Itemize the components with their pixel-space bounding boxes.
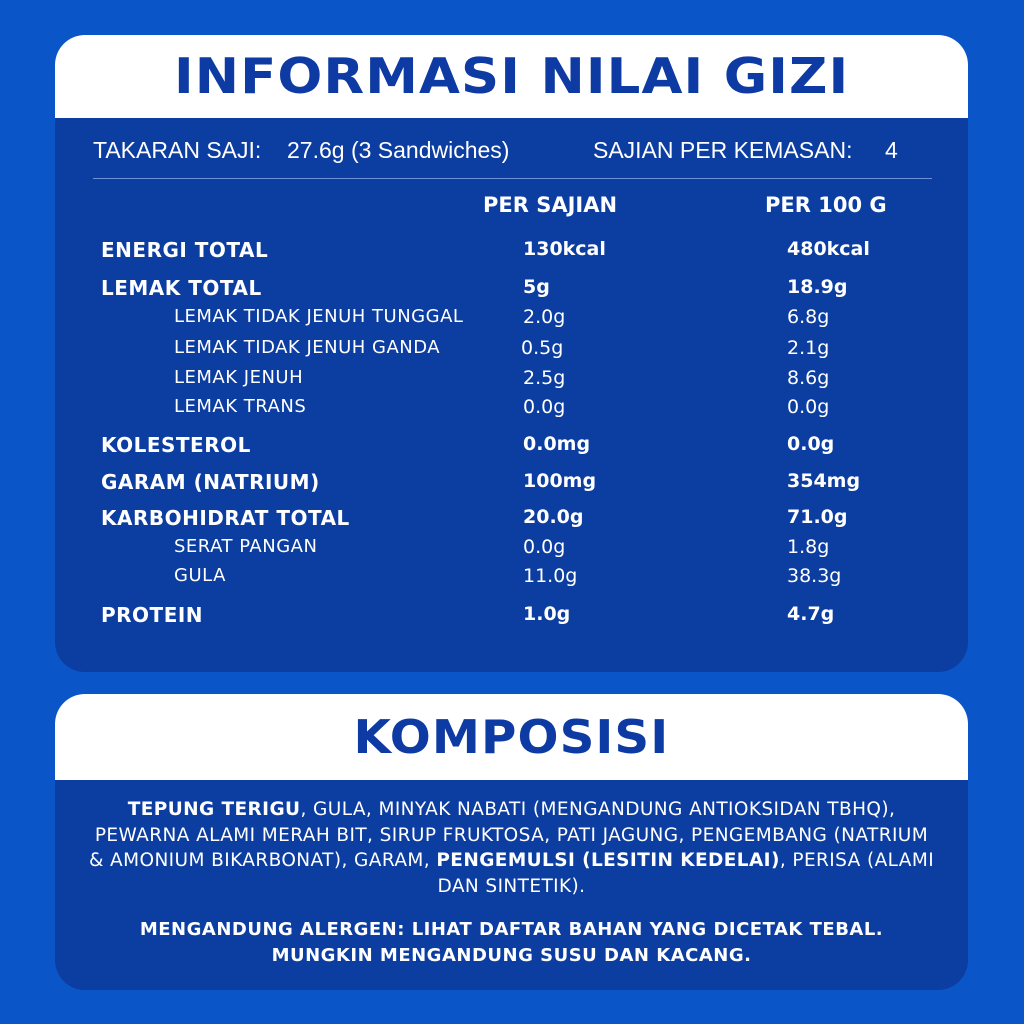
per-100g-value: 71.0g bbox=[787, 506, 848, 528]
per-serving-value: 130kcal bbox=[523, 238, 606, 260]
nutrient-label: ENERGI TOTAL bbox=[101, 238, 269, 262]
nutrient-row bbox=[55, 306, 968, 334]
per-100g-value: 18.9g bbox=[787, 276, 848, 298]
per-100g-value: 2.1g bbox=[787, 337, 830, 359]
nutrient-label: KOLESTEROL bbox=[101, 433, 251, 457]
nutrient-row bbox=[55, 276, 968, 304]
allergen-warning bbox=[85, 917, 938, 969]
column-header-per-serving: PER SAJIAN bbox=[483, 193, 618, 217]
per-serving-value: 0.0g bbox=[523, 396, 566, 418]
nutrient-row bbox=[55, 337, 968, 365]
per-serving-value: 100mg bbox=[523, 470, 597, 492]
allergen-line: MUNGKIN MENGANDUNG SUSU DAN KACANG. bbox=[271, 945, 752, 966]
per-serving-value: 2.0g bbox=[523, 306, 566, 328]
nutrient-row bbox=[55, 396, 968, 424]
allergen-line: MENGANDUNG ALERGEN: LIHAT DAFTAR BAHAN YANG DICETAK TEBAL. bbox=[139, 919, 884, 940]
per-serving-value: 0.0mg bbox=[523, 433, 591, 455]
per-serving-value: 2.5g bbox=[523, 367, 566, 389]
servings-per-pack-value: 4 bbox=[885, 137, 898, 163]
per-100g-value: 4.7g bbox=[787, 603, 835, 625]
per-100g-value: 38.3g bbox=[787, 565, 842, 587]
per-100g-value: 1.8g bbox=[787, 536, 830, 558]
ingredient-text: , PERISA (ALAMI DAN SINTETIK). bbox=[437, 850, 935, 897]
per-serving-value: 5g bbox=[523, 276, 550, 298]
nutrient-row bbox=[55, 536, 968, 564]
per-100g-value: 8.6g bbox=[787, 367, 830, 389]
composition-header bbox=[55, 694, 968, 780]
serving-size-label: TAKARAN SAJI: bbox=[93, 137, 262, 163]
nutrient-label: GARAM (NATRIUM) bbox=[101, 470, 320, 494]
divider bbox=[93, 178, 932, 179]
per-100g-value: 354mg bbox=[787, 470, 861, 492]
per-100g-value: 0.0g bbox=[787, 433, 835, 455]
nutrient-row bbox=[55, 433, 968, 461]
nutrition-title: INFORMASI NILAI GIZI bbox=[173, 48, 850, 105]
nutrient-row bbox=[55, 470, 968, 498]
nutrient-row bbox=[55, 238, 968, 266]
servings-per-pack-label: SAJIAN PER KEMASAN: bbox=[593, 137, 853, 163]
per-serving-value: 0.5g bbox=[521, 337, 564, 359]
ingredient-text: , GULA, MINYAK NABATI (MENGANDUNG ANTIOKSIDAN TBHQ), PEWARNA ALAMI MERAH BIT, SIRUP FRUKTOSA, PATI JAGUNG, PENGEMBANG (NATRIUM & AMONIUM BIKARBONAT), GARAM, bbox=[88, 799, 929, 871]
nutrient-label: LEMAK TRANS bbox=[174, 396, 307, 417]
per-100g-value: 0.0g bbox=[787, 396, 830, 418]
per-serving-value: 0.0g bbox=[523, 536, 566, 558]
nutrition-header bbox=[55, 35, 968, 118]
nutrient-label: PROTEIN bbox=[101, 603, 204, 627]
per-serving-value: 11.0g bbox=[523, 565, 578, 587]
nutrient-label: GULA bbox=[174, 565, 226, 586]
composition-title: KOMPOSISI bbox=[353, 710, 670, 764]
ingredient-bold: TEPUNG TERIGU bbox=[127, 799, 301, 820]
nutrient-row bbox=[55, 506, 968, 534]
serving-size-value: 27.6g (3 Sandwiches) bbox=[287, 137, 510, 163]
nutrient-label: SERAT PANGAN bbox=[174, 536, 318, 557]
nutrient-row bbox=[55, 367, 968, 395]
composition-panel bbox=[55, 694, 968, 990]
nutrient-label: LEMAK TOTAL bbox=[101, 276, 262, 300]
per-100g-value: 480kcal bbox=[787, 238, 870, 260]
column-header-per-100g: PER 100 G bbox=[765, 193, 887, 217]
nutrient-row bbox=[55, 565, 968, 593]
serving-info bbox=[93, 137, 930, 167]
ingredient-bold: PENGEMULSI (LESITIN KEDELAI) bbox=[436, 850, 780, 871]
per-serving-value: 20.0g bbox=[523, 506, 584, 528]
nutrient-row bbox=[55, 603, 968, 631]
per-serving-value: 1.0g bbox=[523, 603, 571, 625]
ingredients-text bbox=[85, 797, 938, 899]
nutrient-label: LEMAK TIDAK JENUH GANDA bbox=[174, 337, 441, 358]
nutrient-label: LEMAK TIDAK JENUH TUNGGAL bbox=[174, 306, 464, 327]
per-100g-value: 6.8g bbox=[787, 306, 830, 328]
nutrient-label: LEMAK JENUH bbox=[174, 367, 304, 388]
nutrition-facts-panel bbox=[55, 35, 968, 672]
nutrient-label: KARBOHIDRAT TOTAL bbox=[101, 506, 350, 530]
